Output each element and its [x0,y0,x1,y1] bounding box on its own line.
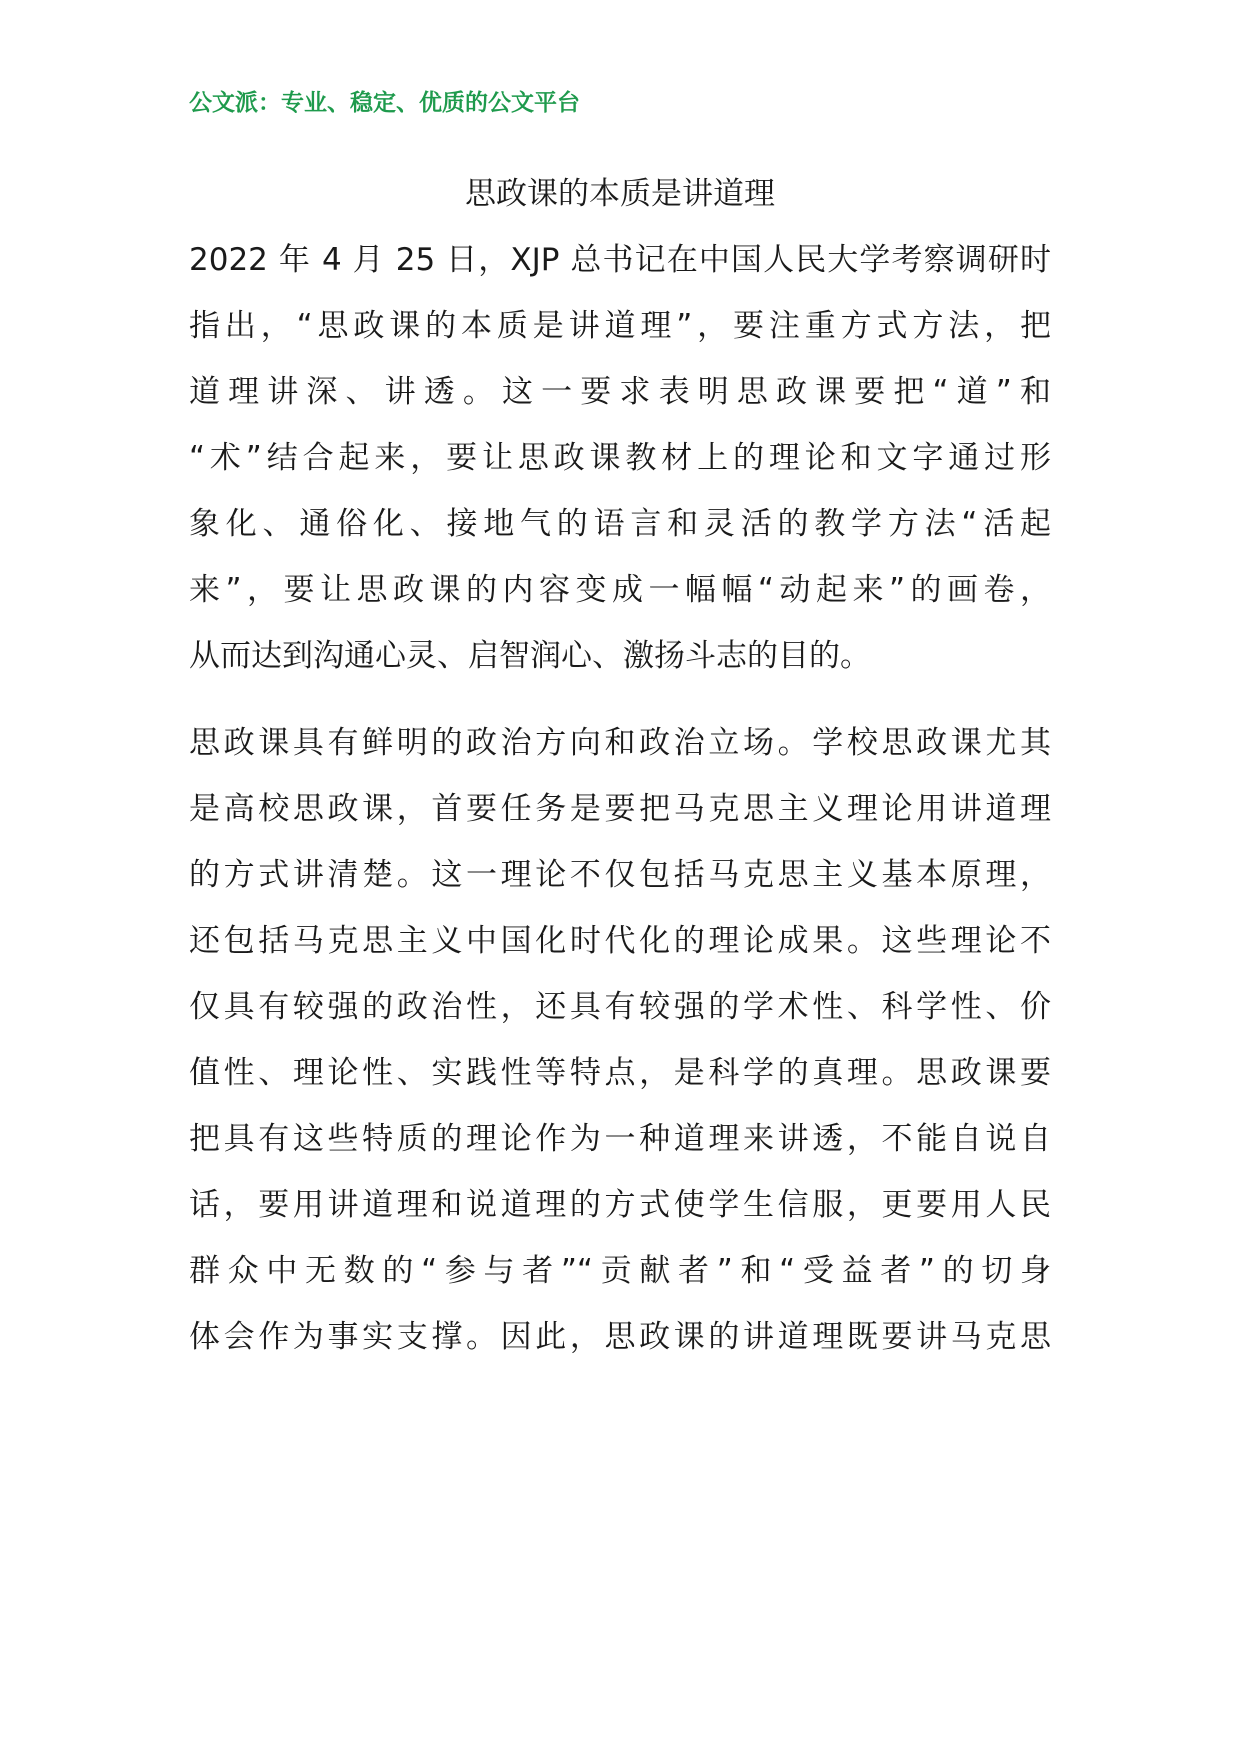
paragraph-line: 道理讲深、讲透。这一要求表明思政课要把“道”和 [189,374,1051,410]
paragraph-line: 值性、理论性、实践性等特点，是科学的真理。思政课要 [189,1055,1051,1091]
paragraph-line: 体会作为事实支撑。因此，思政课的讲道理既要讲马克思 [189,1319,1051,1355]
paragraph-line: 话，要用讲道理和说道理的方式使学生信服，更要用人民 [189,1187,1051,1223]
paragraph-line: 思政课具有鲜明的政治方向和政治立场。学校思政课尤其 [189,725,1051,761]
paragraph-line: 把具有这些特质的理论作为一种道理来讲透，不能自说自 [189,1121,1051,1157]
paragraph-line: “术”结合起来，要让思政课教材上的理论和文字通过形 [189,440,1051,476]
paragraph-line: 群众中无数的“参与者”“贡献者”和“受益者”的切身 [189,1253,1051,1289]
paragraph-line: 2022 年 4 月 25 日，XJP 总书记在中国人民大学考察调研时 [189,242,1051,278]
paragraph-line: 来”，要让思政课的内容变成一幅幅“动起来”的画卷， [189,572,1051,608]
paragraph-line: 从而达到沟通心灵、启智润心、激扬斗志的目的。 [189,638,871,674]
site-banner: 公文派：专业、稳定、优质的公文平台 [189,90,580,116]
paragraph-line: 是高校思政课，首要任务是要把马克思主义理论用讲道理 [189,791,1051,827]
paragraph-line: 象化、通俗化、接地气的语言和灵活的教学方法“活起 [189,506,1051,542]
paragraph-line: 仅具有较强的政治性，还具有较强的学术性、科学性、价 [189,989,1051,1025]
document-title: 思政课的本质是讲道理 [465,176,775,212]
paragraph-line: 还包括马克思主义中国化时代化的理论成果。这些理论不 [189,923,1051,959]
paragraph-line: 指出，“思政课的本质是讲道理”，要注重方式方法，把 [189,308,1051,344]
paragraph-line: 的方式讲清楚。这一理论不仅包括马克思主义基本原理， [189,857,1051,893]
